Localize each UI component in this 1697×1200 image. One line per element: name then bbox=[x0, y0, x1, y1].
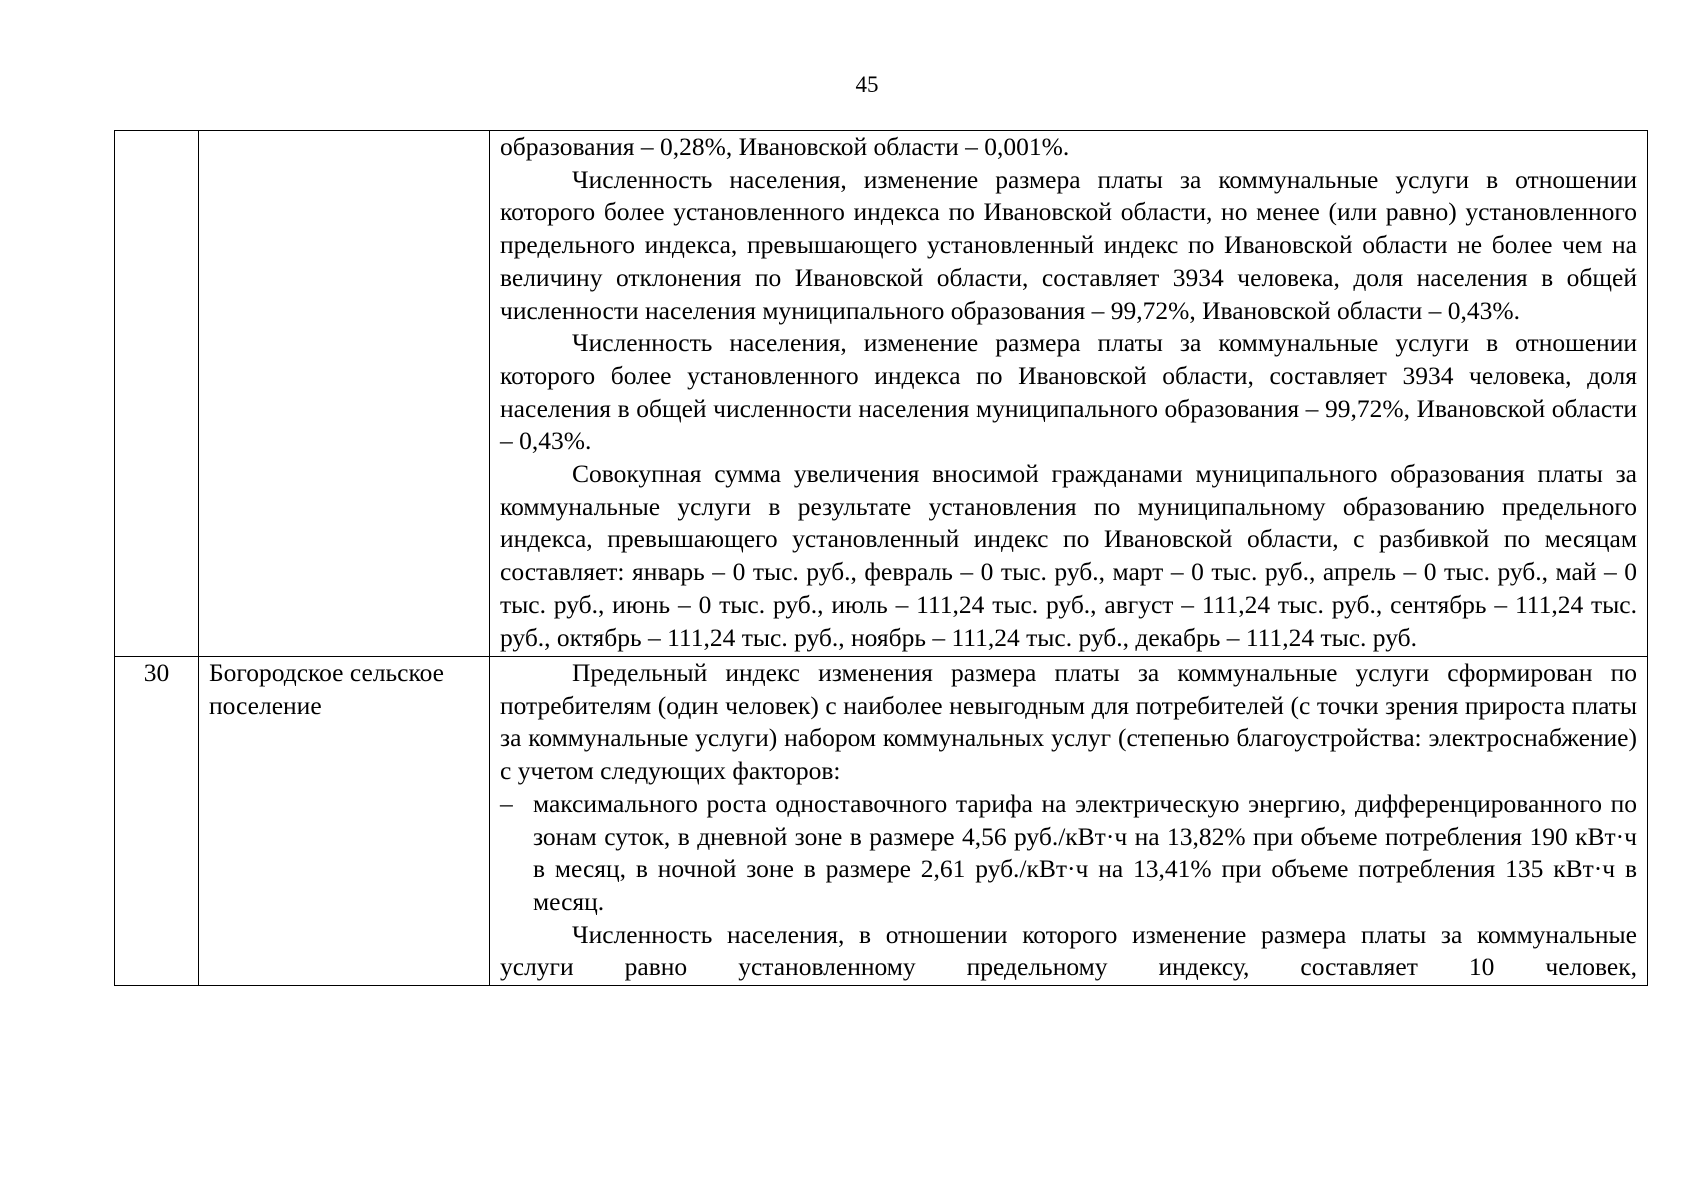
paragraph: Предельный индекс изменения размера платы за коммунальные услуги сформирован по потребителям (один человек) с наиболее невыгодным для потребителей (с точки зрения прироста платы за коммунальные услуги) набором коммунальных услуг (степенью благоустройства: электроснабжение) с учетом следующих факторов: bbox=[500, 658, 1637, 786]
paragraph: Численность населения, изменение размера платы за коммунальные услуги в отношении которого более установленного индекса по Ивановской области, составляет 3934 человека, доля населения в общей численности населения муниципального образования – 99,72%, Ивановской области – 0,43%. bbox=[500, 328, 1637, 456]
paragraph: образования – 0,28%, Ивановской области – 0,001%. bbox=[500, 132, 1070, 161]
page-number: 45 bbox=[855, 72, 879, 97]
row-name-cell: Богородское сельское поселение bbox=[199, 657, 490, 986]
table-row bbox=[115, 131, 1648, 657]
paragraph: Численность населения, изменение размера платы за коммунальные услуги в отношении которого более установленного индекса по Ивановской области, но менее (или равно) установленного предельного индекса, превышающего установленный индекс по Ивановской области не более чем на величину отклонения по Ивановской области, составляет 3934 человека, доля населения в общей численности населения муниципального образования – 99,72%, Ивановской области – 0,43%. bbox=[500, 164, 1637, 325]
paragraph: Совокупная сумма увеличения вносимой гражданами муниципального образования платы за коммунальные услуги в результате установления по муниципальному образованию предельного индекса, превышающего установленный индекс по Ивановской области, с разбивкой по месяцам составляет: январь – 0 тыс. руб., февраль – 0 тыс. руб., март – 0 тыс. руб., апрель – 0 тыс. руб., май – 0 тыс. руб., июнь – 0 тыс. руб., июль – 111,24 тыс. руб., август – 111,24 тыс. руб., сентябрь – 111,24 тыс. руб., октябрь – 111,24 тыс. руб., ноябрь – 111,24 тыс. руб., декабрь – 111,24 тыс. руб. bbox=[500, 459, 1637, 652]
bullet-item bbox=[500, 788, 1637, 919]
table-row bbox=[115, 657, 1648, 986]
row-number-cell bbox=[115, 131, 199, 657]
paragraph: Численность населения, в отношении которого изменение размера платы за коммунальные услуги равно установленному предельному индексу, составляет 10 человек, bbox=[500, 919, 1637, 982]
row-number-cell: 30 bbox=[115, 657, 199, 986]
bullet-text: максимального роста одноставочного тарифа на электрическую энергию, дифференцированного по зонам суток, в дневной зоне в размере 4,56 руб./кВт·ч на 13,82% при объеме потребления 190 кВт·ч в месяц, в ночной зоне в размере 2,61 руб./кВт·ч на 13,41% при объеме потребления 135 кВт·ч в месяц. bbox=[533, 788, 1637, 916]
row-name-cell bbox=[199, 131, 490, 657]
bullet-dash: – bbox=[500, 788, 513, 818]
row-text-cell bbox=[490, 131, 1648, 657]
data-table bbox=[114, 130, 1648, 986]
row-text-cell bbox=[490, 657, 1648, 986]
